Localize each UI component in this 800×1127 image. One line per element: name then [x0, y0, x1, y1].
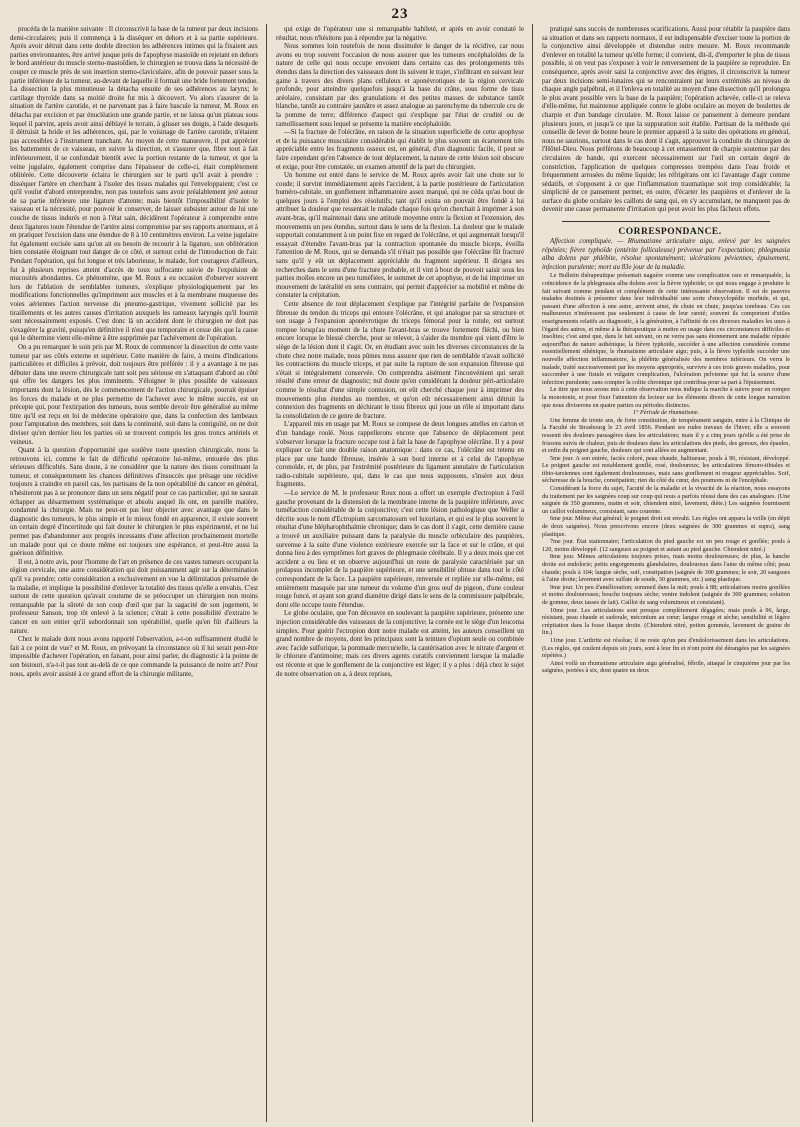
paragraph: Considérant la force du sujet, l'acuité de la maladie et la vivacité de la réaction, nous essayons du traitement par les saignées coup sur coup qui nous a parfois réussi dans des cas analogues. (Une saignée de 350 grammes, matin et soir, chiendent nitré, lavement, diète.) Les saignées fournissent un caillot volumineux, consistant, sans couenne. — [542, 485, 790, 515]
paragraph: —Le service de M. le professeur Roux nous a offert un exemple d'ectropion à l'œil gauche provenant de la distension de la membrane interne de la paupière inférieure, avec tuméfaction considérable de la conjonctive; c'est cette lésion pathologique que Weller a décrite sous le nom d'Ectropium sarcomatosum vel luxurians, et qui est le plus souvent le résultat d'une blépharophthalmie chronique; dans le cas dont il s'agit, cette dernière cause a trouvé un auxiliaire puissant dans la paralysie du muscle orbiculaire des paupières, survenue à la suite d'une violence extérieure exercée sur la face et sur le crâne, et qui donna lieu à des symptômes fort graves de phlegmasie cérébrale. Il y a deux mois que cet accident a eu lieu et on observe aujourd'hui un reste de paralysie caractérisée par un prolapsus incomplet de la paupière supérieure, et une sensibilité obtuse dans tout le côté correspondant de la face. La paupière supérieure, renversée et repliée sur elle-même, est entièrement masquée par une tumeur du volume d'un gros œuf de pigeon, d'une couleur rouge foncé, et ayant son grand diamètre dirigé dans le sens de la commissure palpébrale, dont elle occupe toute l'étendue. — [276, 490, 524, 609]
section-heading: CORRESPONDANCE. — [618, 227, 722, 238]
paragraph: Un homme est entré dans le service de M. Roux après avoir fait une chute sur le coude; il survint immédiatement après l'accident, à la partie postérieure de l'articulation huméro-cubitale, un gonflement inflammatoire assez marqué, qui ne céda qu'au bout de quelques jours à l'emploi des résolutifs; tant qu'il exista on pouvait être fondé à lui attribuer la douleur que ressentait le malade chaque fois qu'on cherchait à imprimer à son avant-bras, qu'il maintenait dans une attitude moyenne entre la flexion et l'extension, des mouvements un peu étendus, surtout dans le sens de la flexion. La douleur que le malade supportait constamment à un point fixe en regard de l'olécrâne, et qui augmentait lorsqu'il essayait d'étendre l'avant-bras par la contraction spontanée du muscle biceps, éveilla l'attention de M. Roux, qui se demanda s'il n'était pas possible que l'olécrâne fût fracturé sans qu'il y eût un déplacement appréciable du fragment supérieur. Il dirigea ses recherches dans le sens d'une fracture probable, et il vint à bout de pouvoir saisir sous les parties molles encore un peu tuméfiées, le sommet de cet apophyse, et de lui imprimer un mouvement de latéralité en sens contraire, qui permit d'apprécier sa mobilité et même de constater la crépitation. — [276, 172, 524, 300]
paragraph: Quant à la question d'opportunité que soulève toute question chirurgicale, nous la retrouvons ici, comme le fait de difficulté opératoire lui-même, entourée des plus sérieuses difficultés. Sans doute, à ne considérer que la nature des tissus constituant la tumeur, et conséquemment les chances définitives d'insuccès que présage une récidive toujours à craindre en pareil cas, les partisans de la non opérabilité du cancer en général, n'hésiteront pas à se prononcer dans un sens négatif pour ce cas particulier, qui ne saurait échapper au désarmement systématique et absolu auquel ils ont, en pareille matière, condamné la chirurgie. Mais ne peut-on pas leur objecter avec avantage que dans le diagnostic des tumeurs, le plus simple et le mieux fondé en apparence, il existe souvent un certain degré d'incertitude qui fait douter le chirurgien le plus expérimenté, et ne lui permet pas d'abandonner aux progrès incessants d'une affection prochainement mortelle un malade pour qui ce doute même est toujours une espérance, et peut-être aussi la guérison définitive. — [10, 447, 258, 558]
paragraph: Ainsi voilà un rhumatisme articulaire aigu généralisé, fébrile, attaqué le cinquième jour par les saignées, portées à six, dont quatre en deux — [542, 659, 790, 675]
paragraph: 9me jour. Un peu d'amélioration; sommeil dans la nuit; pouls à 88; articulations moins gonflées et moins douloureuses; bouche toujours sèche; ventre indolent (saignée de 300 grammes; solution de gomme, deux tasses de lait). Caillot de sang volumineux et consistant). — [542, 583, 790, 606]
paragraph: Chez le malade dont nous avons rapporté l'observation, a-t-on suffisamment étudié le fait à ce point de vue? et M. Roux, en prévoyant la circonstance où il lui serait peut-être impossible d'achever l'opération, en faisant, pour ainsi parler, du diagnostic à la pointe de son bistouri, n'a-t-il pas tout au-delà de ce que commande la puissance de notre art? Pour nous, après avoir assisté à ce grand effort de la chirurgie militante, — [10, 636, 258, 678]
text-column-middle — [276, 26, 524, 1121]
page-number: 23 — [391, 6, 409, 22]
paragraph: 11me jour. L'arthrite est résolue; il ne reste qu'un peu d'endolorissement dans les articulations. (Les règles, qui coulent depuis six jours, sont à leur fin et n'ont point été dérangées par les saignées répétées.) — [542, 636, 790, 660]
paragraph: Il est, à notre avis, pour l'homme de l'art en présence de ces vastes tumeurs occupant la région cervicale, une autre considération qui doit puissamment agir sur la détermination qu'il va prendre; cette considération a exclusivement en vue la délimitation présumée de la maladie, et implique la possibilité d'enlever la totalité des tissus qu'elle a envahis. C'est surtout de cette question qu'avait coutume de se préoccuper un chirurgien non moins remarquable par la sûreté de son coup d'œil que par la sagacité de son jugement, le professeur Sanson, trop tôt enlevé à la science; c'était à cette possibilité d'extraire le cancer en son entier qu'il subordonnait son opérabilité, quelle qu'en fût d'ailleurs la nature. — [10, 558, 258, 635]
paragraph: On a pu remarquer le soin pris par M. Roux de commencer la dissection de cette vaste tumeur par ses côtés externe et supérieur. Cette manière de faire, à moins d'indications particulières et difficiles à prévoir, doit toujours être préférée : il y a avantage à ne pas débuter dans une œuvre chirurgicale tant soit peu sérieuse en s'attaquant d'abord au côté qui offre les dangers les plus imminents. S'éloigner le plus possible de vaisseaux importants dont la lésion, dès le commencement de l'action chirurgicale, pourrait épuiser les forces du malade et ne plus permettre de l'achever avec le même succès, est un précepte qui, pour l'extirpation des tumeurs, nous semble devoir être généralisé au même titre qu'il est reçu en loi de médecine opératoire que, dans la confection des lambeaux pour l'amputation des membres, soit dans la continuité, soit dans la contiguïté, on ne doit diviser qu'en dernier lieu les parties où se trouvent compris les gros troncs artériels et veineux. — [10, 343, 258, 446]
paragraph: Nous sommes loin toutefois de nous dissimuler le danger de la récidive, car nous avons eu trop souvent l'occasion de nous assurer que les tumeurs encéphaloïdes de la nature de celle qui nous occupe envoient dans certains cas des prolongements très étendus dans la direction des vaisseaux dont ils suivent le trajet, s'infiltrant en suivant leur gaine à travers des divers plans celluleux et aponévrotiques de la région cervicale profonde, pour atteindre quelquefois jusqu'à la base du crâne, sous forme de tissu aréolaire, consistant par des granulations et des petites masses de substance tantôt blanche, tantôt au contraire jaunâtre et assez analogue au parenchyme du tubercule cru de la pomme de terre; différence d'aspect qui s'explique par l'état de crudité ou de ramollissement sous lequel se présente la matière encéphaloïde. — [276, 43, 524, 128]
text-column-right — [542, 26, 790, 1121]
paragraph: procéda de la manière suivante : Il circonscrivit la base de la tumeur par deux incisions demi-circulaires; puis il commença à la disséquer en dehors et à sa partie supérieure. Après avoir détruit dans cette double direction les adhérences intimes qui la fixaient aux parties environnantes, être arrivé jusque près de l'apophyse mastoïde en rejetant en dehors le bord antérieur du muscle sterno-mastoïdien, le chirurgien se trouva dans la nécessité de couper ce muscle près de son insertion sterno-claviculaire, afin de pouvoir passer sous la partie inférieure de la tumeur, au-devant de laquelle il formait une bride fortement tendue. La dissection la plus minutieuse la détacha ensuite de ses adhérences au larynx; le cartilage thyroïde dans sa moitié droite fut mis à découvert. Vu alors s'assurer de la situation de l'artère carotide, et ne parvenant pas à faire bascule la tumeur, M. Roux en détacha par excision et par énucléation une grande partie, et ne laissa qu'un plateau sous lequel il parvint, après avoir ainsi déblayé le terrain, à glisser ses doigts, à l'aide desquels il détruisit la bride et les adhérences, qui, par le voisinage de l'artère carotide, n'étaient pas accessibles à l'instrument tranchant. Au moyen de cette manœuvre, il put apprécier les battements de ce vaisseau, en suivre la direction, et s'assurer que, fibre tout à fait inférieurement, il se confondait bientôt avec la portion restante de la tumeur, et que la veine jugulaire, également comprise dans l'épaisseur de celle-ci, était complètement oblitérée. Cette découverte éclaira le chirurgien sur le parti qu'il avait à prendre : disséquer l'artère en cherchant à l'isoler des tissus malades qui l'enveloppaient; c'est ce qu'il voulut d'abord entreprendre, non pas toutefois sans avoir préalablement jeté autour de sa partie inférieure une ligature d'attente; mais bientôt l'impossibilité d'isoler le vaisseau et la nécessité, pour pouvoir le conserver, de laisser subsister autour de lui une couche de tissus indurés et non à l'état sain, décidèrent l'opérateur à comprendre entre deux ligatures toute l'étendue de l'artère ainsi compromise par ses rapports anormaux, et à en pratiquer l'excision dans une étendue de 8 à 10 centimètres environ. La veine jugulaire fut également excisée sans qu'on ait eu besoin de recourir à la ligature, son oblitération bien constatée éloignant tout danger de ce côté, et surtout celui de l'introduction de l'air. Pendant l'opération, qui fut longue et très laborieuse, le malade, fort courageux d'ailleurs, fut à plusieurs reprises atteint d'accès de toux suffocante suivie de l'expulsion de mucosités abondantes. Ce phénomène, que M. Roux a eu occasion d'observer souvent lors de l'ablation de semblables tumeurs, s'explique physiologiquement par les modifications fonctionnelles qu'impriment aux muscles et à la membrane muqueuse des voies aériennes l'action nerveuse du pneumo-gastrique, vivement sollicité par les tiraillements et les autres causes d'irritation auxquels les rameaux laryngés qu'il fournit sont nécessairement exposés. C'est donc là un accident dont le chirurgien ne doit pas s'exagérer la gravité, puisqu'en définitive il n'est que temporaire et cesse dès que la cause qui le détermine vient elle-même à être supprimée par l'achèvement de l'opération. — [10, 26, 258, 343]
paragraph: L'appareil mis en usage par M. Roux se compose de deux longues attelles en carton et d'un bandage roulé. Nous rappellerons encore que l'absence de déplacement peut s'observer lorsque la fracture occupe tout à fait la base de l'apophyse olécrâne. Il y a pour expliquer ce fait une double raison anatomique : dans ce cas, l'olécrâne est retenu en place par une bande fibreuse, insérée à son bord interne et à celui de l'apophyse coronoïde, et, de plus, par l'extrémité postérieure du ligament annulaire de l'articulation radio-cubitale supérieure, qui, dans le cas que nous supposons, s'insère aux deux fragments. — [276, 421, 524, 489]
paragraph: Cette absence de tout déplacement s'explique par l'intégrité parfaite de l'expansion fibreuse du tendon du triceps qui entoure l'olécrâne, et qui analogue par sa structure et son usage à l'expansion aponévrotique du triceps fémoral pour la rotule, est surtout rompue lorsqu'au moment de la chute l'avant-bras se trouve fortement fléchi, ou bien encore lorsque le blessé cherche, pour se relever, à s'aider du membre qui vient d'être le siège de la lésion dont il s'agit. Or, en étudiant avec soin les diverses circonstances de la chute chez notre malade, nous pûmes nous assurer que rien de semblable n'avait sollicité les contractions du muscle triceps, et par suite la rupture de son expansion fibreuse qui s'était si intégralement conservée. On comprendra aisément l'inconvénient qui serait résulté d'une erreur de diagnostic; nul doute qu'en considérant la douleur péri-articulaire comme le résultat d'une simple contusion, on eût cherché chaque jour à imprimer des mouvements plus étendus au membre, et qu'on eût nécessairement ainsi détruit la connexion des fragments en déchirant le tissu fibreux qui joue un rôle si important dans la consolidation de ce genre de fracture. — [276, 301, 524, 420]
paragraph: Le globe oculaire, que l'on découvre en soulevant la paupière supérieure, présente une injection considérable des vaisseaux de la conjonctive; la cornée est le siège d'un leucoma simplex. Pour guérir l'ectropion dont notre malade est atteint, les auteurs conseillent un grand nombre de moyens, dont les principaux sont la teinture d'opium seule ou combinée avec l'acide sulfurique, la pommade mercurielle, la cautérisation avec le nitrate d'argent et le chlorure d'antimoine; mais ces divers agents curatifs conviennent lorsque la maladie est récente et que le gonflement de la conjonctive est léger; il y a plus : déjà chez le sujet de notre observation on a, à deux reprises, — [276, 610, 524, 678]
paragraph: 8me jour. Mêmes articulations toujours prises, mais moins douloureuses; de plus, la hanche droite est endolorie; petits engorgements glandulaires, douloureux dans l'aine du même côté; peau chaude; pouls à 104; langue sèche, soif, constipation (saignée de 300 grammes; le soir, 20 sangsues à l'aine droite; lavement avec sulfate de soude, 30 grammes, etc.) sang plastique. — [542, 553, 790, 584]
period-heading: 1° Période de rhumatisme. — [632, 409, 700, 417]
text-column-left — [10, 26, 258, 1121]
column-rule — [266, 24, 267, 1122]
paragraph: qui exige de l'opérateur une si remarquable habileté, et après en avoir constaté le résultat, nous n'hésitons pas à répondre par la négative. — [276, 26, 524, 42]
paragraph: 10me jour. Les articulations sont presque complètement dégagées; mais pouls à 96, large, résistant, peau chaude et sudorale, méconium au cœur; langue rouge et sèche; sensibilité et légère crépitation dans la fosse iliaque droite. (Chiendent nitré, potion gommée, lavement de graine de lin.) — [542, 606, 790, 637]
paragraph: 7me jour. État stationnaire; l'articulation du pied gauche est un peu rouge et gonflée; pouls à 120, moins développé. (12 sangsues au poignet et autant au pied gauche. Chiendent nitré.) — [542, 538, 790, 553]
section-divider — [562, 221, 770, 222]
paragraph: 5me jour. A son entrée, faciès coloré, peau chaude, halitueuse, pouls à 96, résistant, développé. Le poignet gauche est notablement gonflé, rosé, douloureux; les articulations fémoro-tibiales et tibio-tarsiennes sont également douloureuses, mais sans gonflement ni rougeur appréciables. Soif, sécheresse de la bouche, constipation; rien du côté du cœur, des poumons ni de l'encéphale. — [542, 454, 790, 485]
paragraph: 6me jour. Même état général; le poignet droit est envahi. Les règles ont apparu la veille (en dépit de deux saignées). Nous prescrivons encore (deux saignées de 300 grammes ut supra), sang plastique. — [542, 515, 790, 538]
paragraph: Le Bulletin thérapeutique présentait naguère comme une complication rare et remarquable, la coïncidence de la phlegmasia alba dolens avec la fièvre typhoïde; ce qui nous engage à produire le fait suivant comme pendant et complément de cette intéressante observation. Il est de pauvres malades destinés à présenter dans leur individualité une sorte d'encyclopédie morbide, et qui, passant d'une affection à une autre, arrivent ainsi, de chute en chute, jusqu'au tombeau. Ces cas malheureux n'intéressent pas seulement à cause de leur rareté; souvent ils comportent d'utiles enseignements relatifs au diagnostic, à la génération, à l'affinité de ces diverses maladies les unes à l'égard des autres, et même à la thérapeutique à mettre en usage dans ces circonstances difficiles et insolites; c'est ainsi que, dans le fait suivant, on ne verra pas sans étonnement une maladie réputée aujourd'hui de nature asthénique, la fièvre typhoïde, succéder à une affection considérée comme essentiellement sthénique, le rhumatisme articulaire aigu; puis, à la fièvre typhoïde succéder une nouvelle affection inflammatoire, la phlébite généralisée des membres inférieurs. On verra le malade, traité successivement par les moyens appropriés, survivre à ces trois graves maladies, pour succomber à une fistule et vulgaire complication, l'ulcération pelvienne qui fut la source d'une infection purulente; sans compter la colite chronique qui contribua pour sa part à l'épuisement. — [542, 272, 790, 386]
section-summary: Affection compliquée. — Rhumatisme articulaire aigu, enlevé par les saignées répétées; fièvre typhoïde (entérite folliculeuse) prévenue par l'expectation; phlegmasia alba dolens par phlébite, résolue spontanément; ulcérations péviennes, épuisement, infection purulente; mort au 83e jour de la maladie. — [542, 238, 790, 271]
paragraph: pratiqué sans succès de nombreuses scarifications. Aussi pour rétablir la paupière dans sa situation et dans ses rapports normaux, il est indispensable d'exciser toute la portion de la conjonctive ainsi développée et distendue outre mesure. M. Roux recommande d'enlever en totalité la tumeur qu'elle forme; il convient, dit-il, d'emporter le plus de tissus possible, si on veut pas s'exposer à voir le renversement de la paupière se reproduire. En conséquence, après avoir saisi la conjonctive avec des érignes, il circonscrivit la tumeur par deux incisions semi-lunaires qui se rencontraient par leurs extrémités au niveau de chaque angle palpébral, et il l'enleva en totalité au moyen d'une dissection qu'il prolongea le plus avant possible vers la base de la paupière; l'opération achevée, celle-ci se releva d'elle-même, fut maintenue appliquée contre le globe oculaire au moyen de boulettes de charpie et d'un bandage circulaire. M. Roux laisse ce pansement à demeure pendant plusieurs jours, et jusqu'à ce que la suppuration soit établie. Partisan de la méthode qui conseille de lever de bonne heure le premier appareil à la suite des opérations en général, nous ne saurions, surtout dans le cas dont il s'agit, approuver la conduite du chirurgien de l'Hôtel-Dieu. Nous préférons de beaucoup à cet entassement de charpie soutenue par des circulaires de bande, qui exercent nécessairement sur l'œil un certain degré de constriction, l'application de quelques compresses trempées dans l'eau froide et fréquemment arrosées du même liquide; les réfrigérans ont ici l'avantage d'agir comme sédatifs, et s'opposent à ce que l'inflammation traumatique soit trop considérable; la simplicité de ce pansement permet, en outre, d'écarter les paupières et d'enlever de la surface du globe oculaire les caillots de sang qui, en s'y accumulant, ne manquent pas de devenir une cause permanente d'irritation qui peut avoir les plus fâcheux effets. — [542, 26, 790, 214]
paragraph: Le titre que nous avons mis à cette observation nous indique la marche à suivre pour en rompre la monotonie, et pour fixer l'attention du lecteur sur les éléments divers de cette longue narration que nous diviserons en quatre parties ou périodes distinctes. — [542, 386, 790, 409]
paragraph: Une femme de trente ans, de forte constitution, de tempérament sanguin, entre à la Clinique de la Faculté de Strasbourg le 23 avril 1856. Pendant ses rudes travaux de l'hiver, elle a souvent ressenti des douleurs passagères dans les articulations; mais il y a cinq jours qu'elle a été prise de frissons suivis de chaleur, puis de douleurs dans les articulations des pieds, des genoux, des épaules, et enfin du poignet gauche, douleurs qui sont allées en augmentant. — [542, 416, 790, 455]
paragraph: —Si la fracture de l'olécrâne, en raison de la situation superficielle de cette apophyse et de la puissance musculaire considérable qui établit le plus souvent un écartement très appréciable entre les fragments osseux est, en général, d'un diagnostic facile, il peut se faire cependant qu'en l'absence de tout déplacement, la nature de cette lésion soit obscure et exige, pour être constatée, un examen attentif de la part du chirurgien. — [276, 129, 524, 171]
column-rule — [532, 24, 533, 1122]
